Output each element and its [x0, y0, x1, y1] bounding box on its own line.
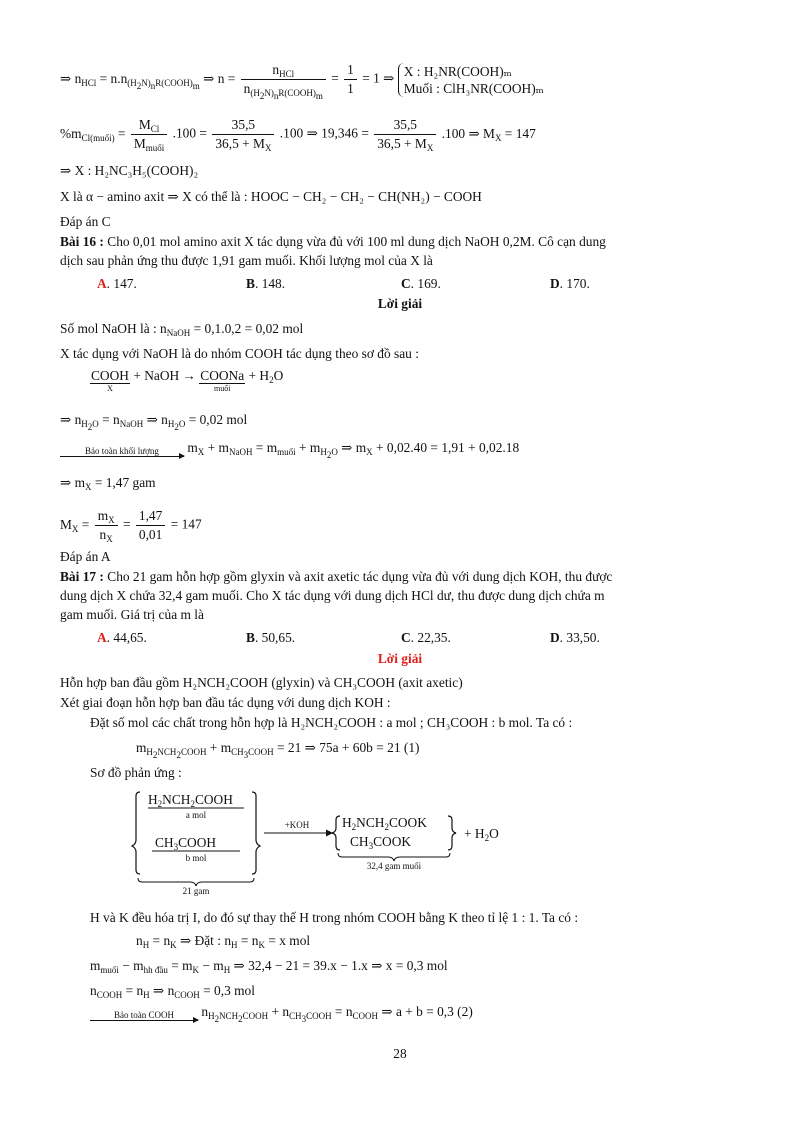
s16-molar-mass: $M_X$ = $\frac{m_X}{n_X}$ = $\frac{1,47}{0,01}$ = 147 — [60, 508, 202, 544]
diagram-koh: +KOH — [284, 820, 310, 830]
solution-title-16: Lời giải — [377, 296, 423, 311]
question-16-label: Bài 16 : — [60, 234, 104, 249]
eq1-rhs: = 1 ⇒ — [362, 70, 395, 86]
question-17-line-2: dung dịch X chứa 32,4 gam muối. Cho X tác dụng với dung dịch HCl dư, thu được dung dịch chứa m — [60, 588, 605, 603]
s17-nh-nk: $n_H = n_K$ ⇒ Đặt : $n_H = n_K = x$ mol — [136, 933, 311, 950]
s17-scheme-title: Sơ đồ phản ứng : — [90, 765, 182, 780]
diagram-21-gam: 21 gam — [182, 886, 210, 896]
answer-15: Đáp án C — [60, 214, 111, 229]
q17-option-b: B. 50,65. — [246, 630, 296, 645]
diagram-acetic-acid: $CH_3COOH$ — [155, 835, 217, 852]
page-number: 28 — [393, 1046, 407, 1061]
s16-reaction-scheme: COOH X + NaOH → COONa muối + $H_2O$ — [91, 368, 284, 393]
question-17-label: Bài 17 : — [60, 569, 104, 584]
system-line-x: X : H₂NR(COOH)ₘ — [403, 63, 512, 79]
s17-valence: H và K đều hóa trị I, do đó sự thay thế H trong nhóm COOH bằng K theo tỉ lệ 1 : 1. Ta có : — [90, 910, 579, 925]
equation-x-structure: X là α − amino axit ⇒ X có thể là : HOOC − CH₂ − CH₂ − CH(NH₂) − COOH — [60, 189, 482, 204]
s16-naoh-moles: Số mol NaOH là : $n_{NaOH} = 0,1.0,2 = 0,02$ mol — [60, 321, 304, 338]
q16-option-b: B. 148. — [246, 276, 286, 291]
s16-mass-conservation: Bảo toàn khối lượng $m_X + m_{NaOH} = m_{muối} + m_{H_2O}$ ⇒ $m_X + 0,02.40 = 1,91 + 0,02.18$ — [60, 440, 519, 457]
diagram-b-mol: b mol — [185, 853, 207, 863]
s16-water-moles: ⇒ $n_{H_2O} = n_{NaOH}$ ⇒ $n_{H_2O} = 0,02$ mol — [60, 412, 248, 432]
s17-n-cooh: $n_{COOH} = n_H$ ⇒ $n_{COOH} = 0,3$ mol — [90, 983, 255, 1000]
s17-mass-equation: $m_{H_2NCH_2COOH} + m_{CH_3COOH} = 21$ ⇒ 75a + 60b = 21 (1) — [136, 740, 420, 760]
s16-explanation: X tác dụng với NaOH là do nhóm COOH tác dụng theo sơ đồ sau : — [60, 346, 419, 361]
diagram-glycine: $H_2NCH_2COOH$ — [148, 792, 233, 809]
equation-percent-cl: $\%m_{Cl(muối)}$ = $\frac{M_{Cl}}{M_{muối}}$ .100 = $\frac{35,5}{36,5 + M_X}$ .100 ⇒ 19,346 = $\frac{35,5}{36,5 + M_X}$ .100 ⇒ $M_X = 147$ — [60, 117, 536, 153]
diagram-acetate-k: $CH_3COOK$ — [350, 834, 412, 851]
q17-option-a: A. 44,65. — [97, 630, 147, 645]
conservation-label-cooh: Bảo toàn COOH — [114, 1010, 174, 1020]
diagram-32-gam: 32,4 gam muối — [366, 861, 422, 871]
s17-stage: Xét giai đoạn hỗn hợp ban đầu tác dụng với dung dịch KOH : — [60, 695, 391, 710]
s17-set-moles: Đặt số mol các chất trong hỗn hợp là H₂NCH₂COOH : a mol ; CH₃COOH : b mol. Ta có : — [90, 715, 573, 730]
equation-x-formula: ⇒ X : H₂NC₃H₅(COOH)₂ — [60, 163, 199, 178]
diagram-water: + $H_2O$ — [464, 826, 499, 843]
q16-option-a: A. 147. — [97, 276, 137, 291]
diagram-a-mol: a mol — [185, 810, 207, 820]
s17-mass-diff: $m_{muối} - m_{hh đầu} = m_K - m_H$ ⇒ 32,4 − 21 = 39.x − 1.x ⇒ x = 0,3 mol — [90, 958, 448, 975]
s17-mixture: Hỗn hợp ban đầu gồm H₂NCH₂COOH (glyxin) và CH₃COOH (axit axetic) — [60, 675, 463, 690]
s16-mass-x: ⇒ $m_X = 1,47$ gam — [60, 475, 156, 492]
q16-option-c: C. 169. — [401, 276, 441, 291]
question-17-line-3: gam muối. Giá trị của m là — [60, 607, 204, 622]
q17-option-d: D. 33,50. — [550, 630, 600, 645]
equation-n-hcl: ⇒ $n_{HCl} = n.n_{(H_2N)_nR(COOH)_m}$ ⇒ n = $\frac{n_{HCl}}{n_{(H_2N)_nR(COOH)_m}}$ = $\frac{1}{1}$ = 1 ⇒ X : H₂NR(COOH)ₘ Muối : ClH₃NR(COOH)ₘ — [60, 62, 544, 101]
solution-title-17: Lời giải — [377, 651, 423, 666]
question-16-line-1: Bài 16 : Cho 0,01 mol amino axit X tác dụng vừa đủ với 100 ml dung dịch NaOH 0,2M. Cô cạn dung — [60, 234, 606, 249]
question-16-line-2: dịch sau phản ứng thu được 1,91 gam muối. Khối lượng mol của X là — [60, 253, 433, 268]
conservation-label-mass: Bảo toàn khối lượng — [85, 446, 159, 456]
question-17-line-1: Bài 17 : Cho 21 gam hỗn hợp gồm glyxin và axit axetic tác dụng vừa đủ với dung dịch KOH, thu được — [60, 569, 613, 584]
q16-option-d: D. 170. — [550, 276, 590, 291]
s17-cooh-conservation: Bảo toàn COOH $n_{H_2NCH_2COOH} + n_{CH_3COOH} = n_{COOH}$ ⇒ a + b = 0,3 (2) — [90, 1004, 473, 1021]
q17-option-c: C. 22,35. — [401, 630, 451, 645]
diagram-glycine-k: $H_2NCH_2COOK$ — [342, 815, 427, 832]
answer-16: Đáp án A — [60, 549, 111, 564]
system-line-salt: Muối : ClH₃NR(COOH)ₘ — [403, 80, 544, 96]
